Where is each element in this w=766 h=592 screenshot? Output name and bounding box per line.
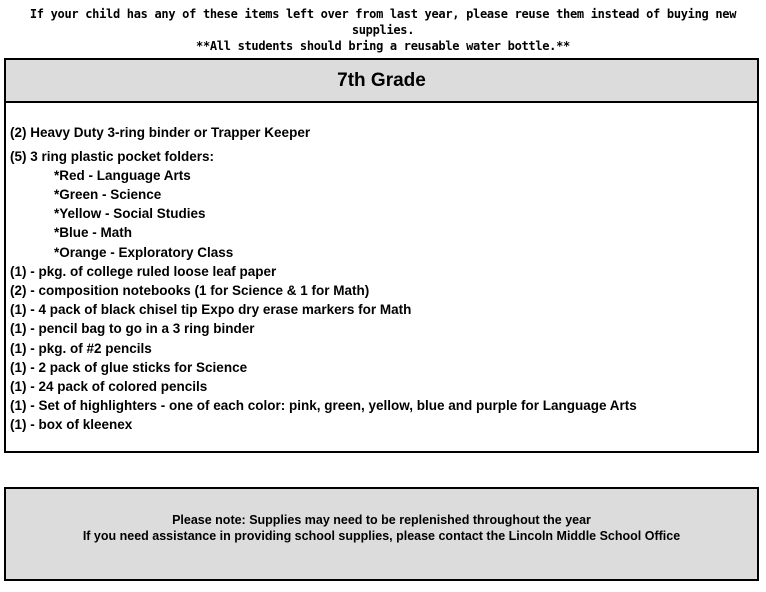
- grade-title: 7th Grade: [6, 60, 757, 103]
- supply-item-composition-notebooks: (2) - composition notebooks (1 for Science & 1 for Math): [10, 283, 370, 298]
- supply-item-colored-pencils: (1) - 24 pack of colored pencils: [10, 378, 208, 394]
- supply-item-binder: (2) Heavy Duty 3-ring binder or Trapper Keeper: [10, 125, 311, 140]
- intro-text: [0, 6, 766, 54]
- folder-orange: *Orange - Exploratory Class: [54, 244, 234, 260]
- grade-supply-box: [4, 58, 759, 453]
- note-text: [6, 512, 757, 544]
- supply-item-expo-markers: (1) - 4 pack of black chisel tip Expo dry erase markers for Math: [10, 302, 412, 318]
- reuse-notice: If your child has any of these items left over from last year, please reuse them instead of buying new supplies.: [29, 7, 737, 37]
- replenish-note: Please note: Supplies may need to be replenished throughout the year: [172, 513, 591, 527]
- folder-red: *Red - Language Arts: [54, 167, 191, 183]
- folder-blue: *Blue - Math: [54, 225, 133, 241]
- folder-green: *Green - Science: [54, 187, 162, 203]
- folder-yellow: *Yellow - Social Studies: [54, 206, 206, 222]
- supply-item-folders: (5) 3 ring plastic pocket folders:: [10, 148, 215, 164]
- supply-item-pencil-bag: (1) - pencil bag to go in a 3 ring binder: [10, 321, 255, 337]
- supply-item-glue-sticks: (1) - 2 pack of glue sticks for Science: [10, 359, 248, 375]
- note-box: [4, 487, 759, 581]
- water-bottle-notice: **All students should bring a reusable water bottle.**: [196, 39, 570, 53]
- supply-item-kleenex: (1) - box of kleenex: [10, 417, 133, 433]
- supply-item-highlighters: (1) - Set of highlighters - one of each color: pink, green, yellow, blue and purple for Language Arts: [10, 398, 637, 414]
- supply-item-loose-leaf-paper: (1) - pkg. of college ruled loose leaf paper: [10, 263, 277, 279]
- assistance-note: If you need assistance in providing school supplies, please contact the Lincoln Middle School Office: [82, 529, 681, 543]
- supply-list: [6, 103, 757, 435]
- supply-item-pencils: (1) - pkg. of #2 pencils: [10, 340, 152, 356]
